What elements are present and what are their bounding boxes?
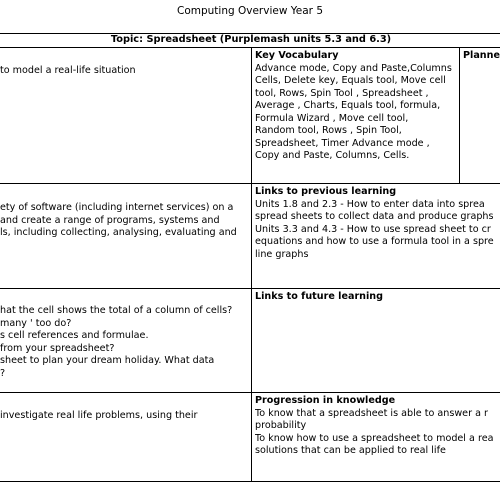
row-divider — [0, 183, 500, 184]
future-learning-heading: Links to future learning — [255, 291, 383, 302]
cell-text: tool, Rows, Spin Tool , Spreadsheet , — [255, 87, 429, 99]
cell-text: ety of software (including internet services) on a — [0, 202, 234, 213]
cell-text: Spreadsheet, Timer Advance mode , — [255, 137, 430, 149]
cell-text: Average , Charts, Equals tool, formula, — [255, 100, 441, 111]
document-title: Computing Overview Year 5 — [176, 5, 323, 17]
key-vocabulary-cell — [255, 50, 458, 163]
cell-text: investigate real life problems, using their — [0, 410, 198, 421]
objective-cell — [0, 65, 250, 78]
column-divider — [459, 47, 460, 184]
cell-text: and create a range of programs, systems and — [0, 214, 220, 226]
overview-table — [0, 33, 500, 482]
cell-text: line graphs — [255, 248, 309, 260]
cell-text: from your spreadsheet? — [0, 342, 115, 354]
cell-text: To know that a spreadsheet is able to answer a r — [255, 407, 488, 419]
cell-text: Copy and Paste, Columns, Cells. — [255, 150, 410, 161]
cell-text: Units 1.8 and 2.3 - How to enter data into sprea — [255, 198, 485, 210]
cell-text: ? — [0, 367, 6, 379]
cell-text: solutions that can be applied to real life — [255, 445, 446, 456]
objective-cell — [0, 410, 250, 423]
planned-heading: Planne — [463, 50, 500, 61]
cell-text: Cells, Delete key, Equals tool, Move cell — [255, 75, 446, 86]
future-learning-cell — [255, 291, 500, 304]
cell-text: equations and how to use a formula tool in a spre — [255, 236, 494, 247]
row-divider — [0, 288, 500, 289]
row-divider — [0, 47, 500, 48]
key-vocabulary-heading: Key Vocabulary — [255, 50, 339, 61]
cell-text: s cell references and formulae. — [0, 330, 149, 341]
cell-text: Formula Wizard , Move cell tool, — [255, 112, 409, 124]
previous-learning-cell — [255, 186, 500, 261]
cell-text: many ' too do? — [0, 317, 72, 329]
cell-text: Units 3.3 and 4.3 - How to use spread sheet to cr — [255, 223, 491, 235]
cell-text: sheet to plan your dream holiday. What data — [0, 355, 215, 366]
cell-text: To know how to use a spreadsheet to model a rea — [255, 432, 494, 444]
cell-text: probability — [255, 420, 307, 431]
cell-text: ls, including collecting, analysing, evaluating and — [0, 227, 237, 238]
objective-cell — [0, 202, 250, 240]
progression-cell — [255, 395, 500, 458]
row-divider — [0, 392, 500, 393]
cell-text: to model a real-life situation — [0, 65, 136, 76]
cell-text: Random tool, Rows , Spin Tool, — [255, 125, 402, 136]
questions-cell — [0, 305, 250, 380]
topic-heading: Topic: Spreadsheet (Purplemash units 5.3 and 6.3) — [110, 34, 392, 45]
table-border-bottom — [0, 481, 500, 482]
cell-text: Advance mode, Copy and Paste,Columns — [255, 62, 452, 74]
cell-text: hat the cell shows the total of a column of cells? — [0, 305, 233, 316]
previous-learning-heading: Links to previous learning — [255, 186, 397, 197]
column-divider — [251, 47, 252, 482]
progression-heading: Progression in knowledge — [255, 395, 396, 406]
planned-cell — [463, 50, 500, 63]
cell-text: spread sheets to collect data and produce graphs — [255, 211, 494, 222]
